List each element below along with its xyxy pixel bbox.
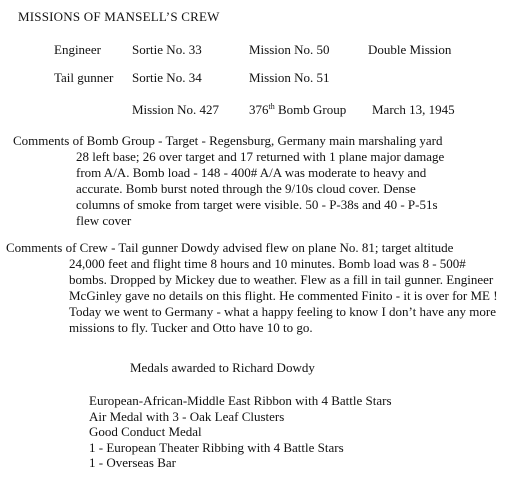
bomb-group-label: Bomb Group xyxy=(274,102,347,117)
row-engineer-sortie: Sortie No. 33 xyxy=(132,42,202,57)
crew-comments-line: bombs. Dropped by Mickey due to weather. Flew as a fill in tail gunner. Engineer xyxy=(69,272,494,287)
bomb-group-suffix: th xyxy=(268,102,275,111)
mission-date: March 13, 1945 xyxy=(372,102,455,117)
medal-item: European-African-Middle East Ribbon with 4 Battle Stars xyxy=(89,393,392,408)
bomb-group xyxy=(249,102,346,117)
bomb-group-comments-line: accurate. Bomb burst noted through the 9/10s cloud cover. Dense xyxy=(76,181,416,196)
row-tailgunner-mission: Mission No. 51 xyxy=(249,70,330,85)
row-engineer-role: Engineer xyxy=(54,42,101,57)
crew-comments-line: missions to fly. Tucker and Otto have 10 to go. xyxy=(69,320,313,335)
document-title: MISSIONS OF MANSELL’S CREW xyxy=(18,9,220,24)
medal-item: Good Conduct Medal xyxy=(89,424,202,439)
row-engineer-note: Double Mission xyxy=(368,42,452,57)
crew-comments-line: Today we went to Germany - what a happy feeling to know I don’t have any more xyxy=(69,304,497,319)
bomb-group-comments-line: from A/A. Bomb load - 148 - 400# A/A was moderate to heavy and xyxy=(76,165,427,180)
bomb-group-comments-line: 28 left base; 26 over target and 17 returned with 1 plane major damage xyxy=(76,149,445,164)
crew-comments-line: McGinley gave no details on this flight. He commented Finito - it is over for ME ! xyxy=(69,288,498,303)
bomb-group-comments-line: flew cover xyxy=(76,213,132,228)
bomb-group-comments-line: columns of smoke from target were visible. 50 - P-38s and 40 - P-51s xyxy=(76,197,438,212)
medal-item: 1 - Overseas Bar xyxy=(89,455,176,470)
crew-comments-lead: Comments of Crew - Tail gunner Dowdy advised flew on plane No. 81; target altitude xyxy=(6,240,454,255)
bomb-group-number: 376 xyxy=(249,102,269,117)
row-tailgunner-sortie: Sortie No. 34 xyxy=(132,70,202,85)
medal-item: Air Medal with 3 - Oak Leaf Clusters xyxy=(89,408,285,424)
medals-title: Medals awarded to Richard Dowdy xyxy=(130,360,315,375)
row-engineer-mission: Mission No. 50 xyxy=(249,42,330,57)
bomb-group-comments-lead: Comments of Bomb Group - Target - Regensburg, Germany main marshaling yard xyxy=(13,133,443,148)
crew-comments-line: 24,000 feet and flight time 8 hours and 10 minutes. Bomb load was 8 - 500# xyxy=(69,256,466,271)
medal-item: 1 - European Theater Ribbing with 4 Battle Stars xyxy=(89,439,344,455)
mission-number: Mission No. 427 xyxy=(132,102,220,117)
medals-list xyxy=(89,393,392,471)
row-tailgunner-role: Tail gunner xyxy=(54,70,114,85)
